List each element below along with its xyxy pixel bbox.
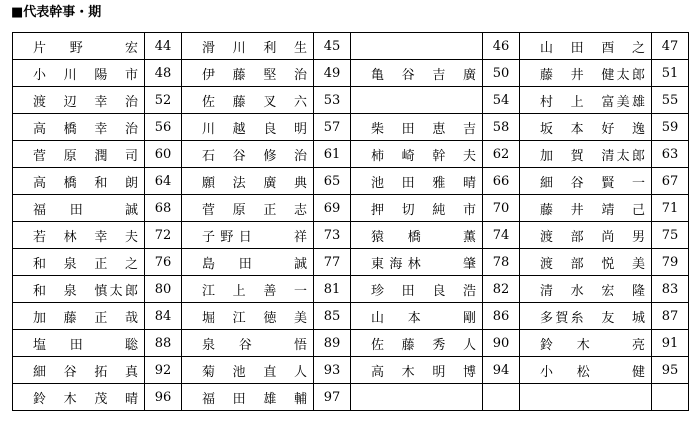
member-name-cell <box>182 141 314 168</box>
term-number-cell: 80 <box>145 276 182 303</box>
term-number-cell: 66 <box>483 168 520 195</box>
member-name-cell <box>182 60 314 87</box>
member-name-cell <box>13 384 145 411</box>
member-name: 村 上 富美雄 <box>540 94 645 110</box>
term-number-cell: 82 <box>483 276 520 303</box>
member-name: 高 橋 幸 治 <box>33 121 138 137</box>
member-name-cell <box>351 33 483 60</box>
member-name-cell <box>182 33 314 60</box>
term-number-cell: 89 <box>314 330 351 357</box>
member-name-cell <box>182 222 314 249</box>
term-number-cell: 47 <box>652 33 689 60</box>
member-name-cell <box>182 303 314 330</box>
member-name-cell <box>351 357 483 384</box>
member-name-cell <box>520 195 652 222</box>
term-number-cell: 44 <box>145 33 182 60</box>
member-name: 小 川 陽 市 <box>33 67 138 83</box>
member-name-cell <box>351 222 483 249</box>
member-name-cell <box>520 384 652 411</box>
member-name: 塩 田 聡 <box>33 337 138 353</box>
member-name: 加 藤 正 哉 <box>33 310 138 326</box>
member-name: 細 谷 賢 一 <box>540 175 645 191</box>
table-row <box>13 33 689 60</box>
term-number-cell: 46 <box>483 33 520 60</box>
member-name: 和 泉 慎太郎 <box>33 283 138 299</box>
term-number-cell: 75 <box>652 222 689 249</box>
table-row <box>13 60 689 87</box>
term-number-cell: 85 <box>314 303 351 330</box>
member-name-cell <box>182 114 314 141</box>
term-number-cell: 68 <box>145 195 182 222</box>
member-name: 藤 井 健太郎 <box>540 67 645 83</box>
member-name: 東海林 肇 <box>371 256 476 272</box>
member-name: 高 橋 和 朗 <box>33 175 138 191</box>
term-number-cell: 51 <box>652 60 689 87</box>
member-name: 清 水 宏 隆 <box>540 283 645 299</box>
table-row <box>13 222 689 249</box>
term-number-cell: 94 <box>483 357 520 384</box>
section-title: ■代表幹事・期 <box>11 5 102 20</box>
table-row <box>13 384 689 411</box>
term-number-cell: 55 <box>652 87 689 114</box>
member-name: 若 林 幸 夫 <box>33 229 138 245</box>
term-number-cell: 58 <box>483 114 520 141</box>
member-name: 亀 谷 吉 廣 <box>371 67 476 83</box>
member-name: 渡 部 尚 男 <box>540 229 645 245</box>
member-name: 渡 部 悦 美 <box>540 256 645 272</box>
term-number-cell: 69 <box>314 195 351 222</box>
term-number-cell: 73 <box>314 222 351 249</box>
member-name-cell <box>351 87 483 114</box>
member-name-cell <box>351 330 483 357</box>
member-name-cell <box>520 357 652 384</box>
member-name-cell <box>520 330 652 357</box>
term-number-cell: 88 <box>145 330 182 357</box>
member-name: 川 越 良 明 <box>202 121 307 137</box>
term-number-cell: 87 <box>652 303 689 330</box>
member-name-cell <box>351 114 483 141</box>
member-name-cell <box>13 249 145 276</box>
member-name: 菊 池 直 人 <box>202 364 307 380</box>
member-name: 押 切 純 市 <box>371 202 476 218</box>
member-name: 坂 本 好 逸 <box>540 121 645 137</box>
term-number-cell: 60 <box>145 141 182 168</box>
member-name: 鈴 木 茂 晴 <box>33 391 138 407</box>
term-number-cell: 90 <box>483 330 520 357</box>
term-number-cell: 70 <box>483 195 520 222</box>
member-name: 子野日 祥 <box>202 229 307 245</box>
term-number-cell: 83 <box>652 276 689 303</box>
member-name: 柴 田 恵 吉 <box>371 121 476 137</box>
member-name-cell <box>520 141 652 168</box>
term-number-cell: 56 <box>145 114 182 141</box>
term-number-cell: 72 <box>145 222 182 249</box>
member-name: 泉 谷 悟 <box>202 337 307 353</box>
term-number-cell: 79 <box>652 249 689 276</box>
member-name-cell <box>13 168 145 195</box>
representative-secretary-table <box>12 32 689 411</box>
term-number-cell: 91 <box>652 330 689 357</box>
member-name: 珍 田 良 浩 <box>371 283 476 299</box>
member-name: 片 野 宏 <box>33 40 138 56</box>
table-row <box>13 195 689 222</box>
table-row <box>13 114 689 141</box>
member-name: 池 田 雅 晴 <box>371 175 476 191</box>
table-row <box>13 330 689 357</box>
member-name-cell <box>351 141 483 168</box>
table-body <box>13 33 689 411</box>
member-name: 多賀糸 友 城 <box>540 310 645 326</box>
member-name-cell <box>13 87 145 114</box>
term-number-cell: 48 <box>145 60 182 87</box>
member-name-cell <box>13 330 145 357</box>
member-name: 滑 川 利 生 <box>202 40 307 56</box>
member-name-cell <box>13 114 145 141</box>
term-number-cell: 78 <box>483 249 520 276</box>
term-number-cell: 77 <box>314 249 351 276</box>
term-number-cell: 93 <box>314 357 351 384</box>
member-name-cell <box>520 303 652 330</box>
table-row <box>13 168 689 195</box>
member-name-cell <box>520 60 652 87</box>
member-name: 石 谷 修 治 <box>202 148 307 164</box>
term-number-cell: 92 <box>145 357 182 384</box>
member-name: 鈴 木 亮 <box>540 337 645 353</box>
member-name-cell <box>13 195 145 222</box>
term-number-cell: 45 <box>314 33 351 60</box>
term-number-cell: 57 <box>314 114 351 141</box>
member-name-cell <box>13 276 145 303</box>
term-number-cell: 84 <box>145 303 182 330</box>
member-name-cell <box>351 303 483 330</box>
member-name-cell <box>351 60 483 87</box>
term-number-cell: 54 <box>483 87 520 114</box>
member-name: 渡 辺 幸 治 <box>33 94 138 110</box>
member-name-cell <box>13 357 145 384</box>
table-row <box>13 303 689 330</box>
term-number-cell: 49 <box>314 60 351 87</box>
member-name: 山 本 剛 <box>371 310 476 326</box>
member-name: 菅 原 正 志 <box>202 202 307 218</box>
member-name: 山 田 酉 之 <box>540 40 645 56</box>
member-name: 堀 江 徳 美 <box>202 310 307 326</box>
member-name-cell <box>351 249 483 276</box>
table-row <box>13 276 689 303</box>
member-name-cell <box>13 222 145 249</box>
table-row <box>13 249 689 276</box>
member-name-cell <box>13 141 145 168</box>
term-number-cell: 53 <box>314 87 351 114</box>
member-name-cell <box>520 168 652 195</box>
member-name-cell <box>351 195 483 222</box>
member-name: 福 田 誠 <box>33 202 138 218</box>
term-number-cell: 61 <box>314 141 351 168</box>
term-number-cell: 62 <box>483 141 520 168</box>
member-name: 柿 崎 幹 夫 <box>371 148 476 164</box>
term-number-cell: 50 <box>483 60 520 87</box>
table-row <box>13 357 689 384</box>
term-number-cell: 64 <box>145 168 182 195</box>
member-name-cell <box>351 168 483 195</box>
member-name: 佐 藤 秀 人 <box>371 337 476 353</box>
member-name: 島 田 誠 <box>202 256 307 272</box>
term-number-cell: 52 <box>145 87 182 114</box>
member-name: 加 賀 清太郎 <box>540 148 645 164</box>
term-number-cell: 76 <box>145 249 182 276</box>
member-name: 藤 井 靖 己 <box>540 202 645 218</box>
member-name-cell <box>13 60 145 87</box>
member-name: 細 谷 拓 真 <box>33 364 138 380</box>
table-row <box>13 141 689 168</box>
member-name-cell <box>520 33 652 60</box>
member-name: 菅 原 潤 司 <box>33 148 138 164</box>
term-number-cell: 95 <box>652 357 689 384</box>
term-number-cell <box>652 384 689 411</box>
term-number-cell: 86 <box>483 303 520 330</box>
member-name-cell <box>520 276 652 303</box>
member-name: 福 田 雄 輔 <box>202 391 307 407</box>
term-number-cell: 67 <box>652 168 689 195</box>
member-name-cell <box>520 87 652 114</box>
term-number-cell: 59 <box>652 114 689 141</box>
member-name: 高 木 明 博 <box>371 364 476 380</box>
member-name: 小 松 健 <box>540 364 645 380</box>
term-number-cell: 81 <box>314 276 351 303</box>
member-name-cell <box>520 249 652 276</box>
member-name-cell <box>182 357 314 384</box>
member-name-cell <box>13 33 145 60</box>
member-name: 願 法 廣 典 <box>202 175 307 191</box>
member-name-cell <box>351 276 483 303</box>
term-number-cell: 63 <box>652 141 689 168</box>
member-name-cell <box>182 168 314 195</box>
member-name-cell <box>182 384 314 411</box>
member-name-cell <box>351 384 483 411</box>
term-number-cell <box>483 384 520 411</box>
table-row <box>13 87 689 114</box>
member-name: 和 泉 正 之 <box>33 256 138 272</box>
member-name: 佐 藤 叉 六 <box>202 94 307 110</box>
member-name: 猿 橋 薫 <box>371 229 476 245</box>
term-number-cell: 96 <box>145 384 182 411</box>
term-number-cell: 71 <box>652 195 689 222</box>
member-name-cell <box>182 276 314 303</box>
member-name: 江 上 善 一 <box>202 283 307 299</box>
member-name-cell <box>520 222 652 249</box>
member-name-cell <box>182 249 314 276</box>
member-name-cell <box>182 330 314 357</box>
term-number-cell: 74 <box>483 222 520 249</box>
member-name: 伊 藤 堅 治 <box>202 67 307 83</box>
term-number-cell: 97 <box>314 384 351 411</box>
member-name-cell <box>13 303 145 330</box>
member-name-cell <box>182 195 314 222</box>
member-name-cell <box>182 87 314 114</box>
term-number-cell: 65 <box>314 168 351 195</box>
member-name-cell <box>520 114 652 141</box>
